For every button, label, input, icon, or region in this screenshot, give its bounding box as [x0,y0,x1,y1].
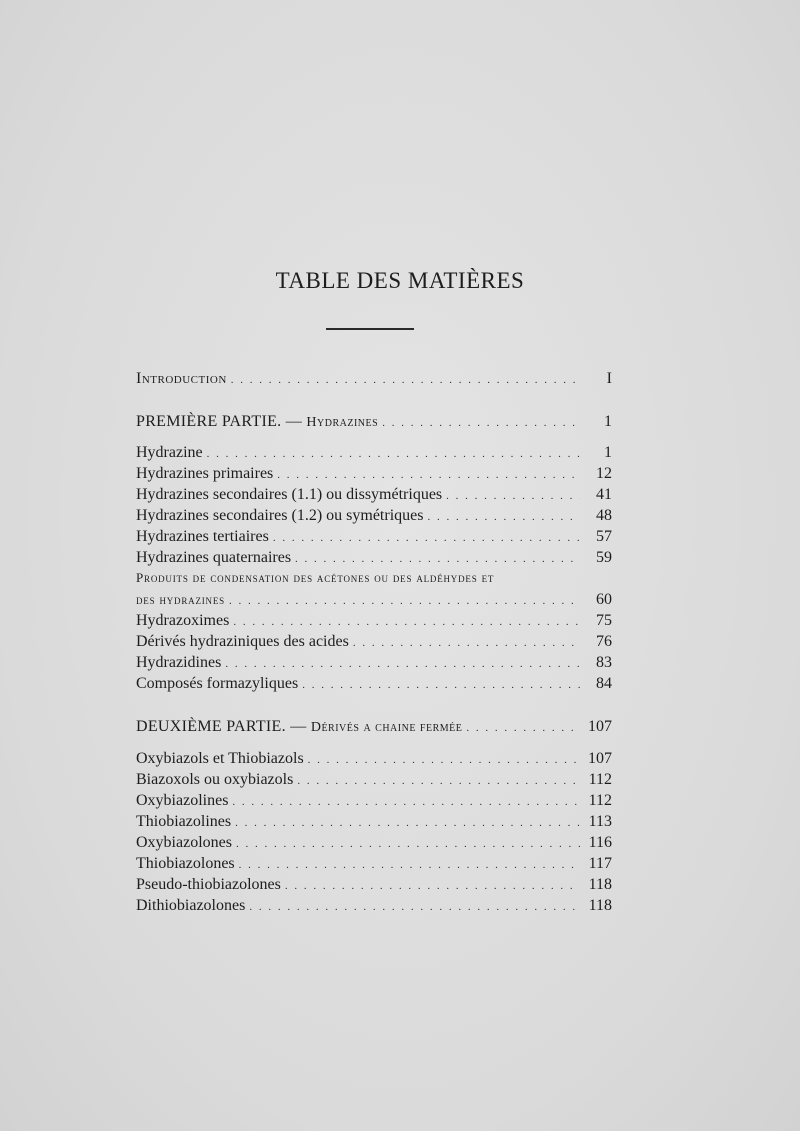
toc-page: 48 [596,507,612,524]
toc-page: 112 [588,771,612,788]
toc-page: 84 [596,675,612,692]
toc-label: Hydrazines primaires [136,465,274,482]
toc-label: Oxybiazols et Thiobiazols [136,750,304,767]
toc-row[interactable] [136,486,612,507]
toc-row[interactable] [136,413,612,434]
toc-page: 118 [588,876,612,893]
part-title: PREMIÈRE PARTIE. — [136,413,303,430]
leader-dots [233,616,580,628]
toc-page: 1 [604,413,612,430]
leader-dots [236,838,580,850]
leader-dots [232,796,580,808]
toc-label: Pseudo-thiobiazolones [136,876,281,893]
toc-label: Hydrazines secondaires (1.2) ou symétriques [136,507,424,524]
toc-row[interactable] [136,591,612,612]
toc-row[interactable] [136,897,612,918]
toc-page: 60 [596,591,612,608]
part-heading [136,718,462,736]
toc-label: Hydrazines secondaires (1.1) ou dissymétriques [136,486,443,503]
part-heading [136,413,378,431]
toc-page: 116 [588,834,612,851]
toc-label: Biazoxols ou oxybiazols [136,771,294,788]
leader-dots [427,511,580,523]
leader-dots [229,595,580,607]
toc-page: 117 [588,855,612,872]
part-subtitle: Dérivés a chaine fermée [310,720,463,735]
toc-page: 107 [588,718,612,735]
part-title: DEUXIÈME PARTIE. — [136,718,307,735]
leader-dots [285,880,580,892]
toc-row[interactable] [136,834,612,855]
toc-label: Hydrazidines [136,654,222,671]
toc-row[interactable] [136,370,612,391]
toc-row[interactable] [136,675,612,696]
toc-part2-list [136,750,612,918]
leader-dots [466,722,580,734]
toc-row[interactable] [136,549,612,570]
toc-row[interactable] [136,633,612,654]
title-rule [326,328,414,330]
leader-dots [446,490,580,502]
toc-row[interactable] [136,507,612,528]
leader-dots [382,417,580,429]
toc-introduction [136,370,612,391]
leader-dots [277,469,580,481]
leader-dots [239,859,580,871]
leader-dots [295,553,580,565]
toc-label: Hydrazines quaternaires [136,549,292,566]
toc-part2-heading [136,718,612,739]
toc-label-line: Produits de condensation des acétones ou des aldéhydes et [136,570,495,585]
toc-label: Hydrazine [136,444,203,461]
toc-page: 76 [596,633,612,650]
leader-dots [207,448,580,460]
toc-page: I [606,370,612,387]
toc-row[interactable] [136,528,612,549]
leader-dots [297,775,580,787]
leader-dots [302,679,580,691]
leader-dots [353,637,580,649]
toc-page: 112 [588,792,612,809]
toc-row[interactable] [136,813,612,834]
toc-part1-heading [136,413,612,434]
toc-page: 75 [596,612,612,629]
leader-dots [308,754,580,766]
toc-label: Oxybiazolines [136,792,229,809]
toc-page: 12 [596,465,612,482]
toc-label: Composés formazyliques [136,675,299,692]
toc-page: 57 [596,528,612,545]
toc-part1-list [136,444,612,696]
toc-row[interactable] [136,444,612,465]
toc-page: 41 [596,486,612,503]
toc-label: Hydrazines tertiaires [136,528,269,545]
toc-label: Hydrazoximes [136,612,230,629]
toc-label: Thiobiazolones [136,855,235,872]
toc-page: 113 [588,813,612,830]
toc-row[interactable] [136,654,612,675]
toc-page: 1 [604,444,612,461]
toc-page: 59 [596,549,612,566]
toc-row[interactable] [136,612,612,633]
leader-dots [231,374,580,386]
toc-label: Thiobiazolines [136,813,232,830]
toc-row[interactable] [136,792,612,813]
toc-row[interactable] [136,771,612,792]
toc-label: Introduction [136,370,227,387]
toc-label: Dérivés hydraziniques des acides [136,633,349,650]
toc-row[interactable] [136,718,612,739]
toc-row[interactable] [136,855,612,876]
toc-label: Dithiobiazolones [136,897,246,914]
part-subtitle: Hydrazines [306,415,379,430]
leader-dots [249,901,580,913]
toc-row[interactable] [136,465,612,486]
toc-page: 83 [596,654,612,671]
toc-row[interactable] [136,876,612,897]
toc-page: 118 [588,897,612,914]
page-title: TABLE DES MATIÈRES [275,268,525,293]
toc-label: des hydrazines [136,592,225,607]
leader-dots [235,817,580,829]
leader-dots [273,532,580,544]
leader-dots [225,658,580,670]
toc-page: 107 [588,750,612,767]
toc-row[interactable] [136,750,612,771]
toc-label: Oxybiazolones [136,834,232,851]
